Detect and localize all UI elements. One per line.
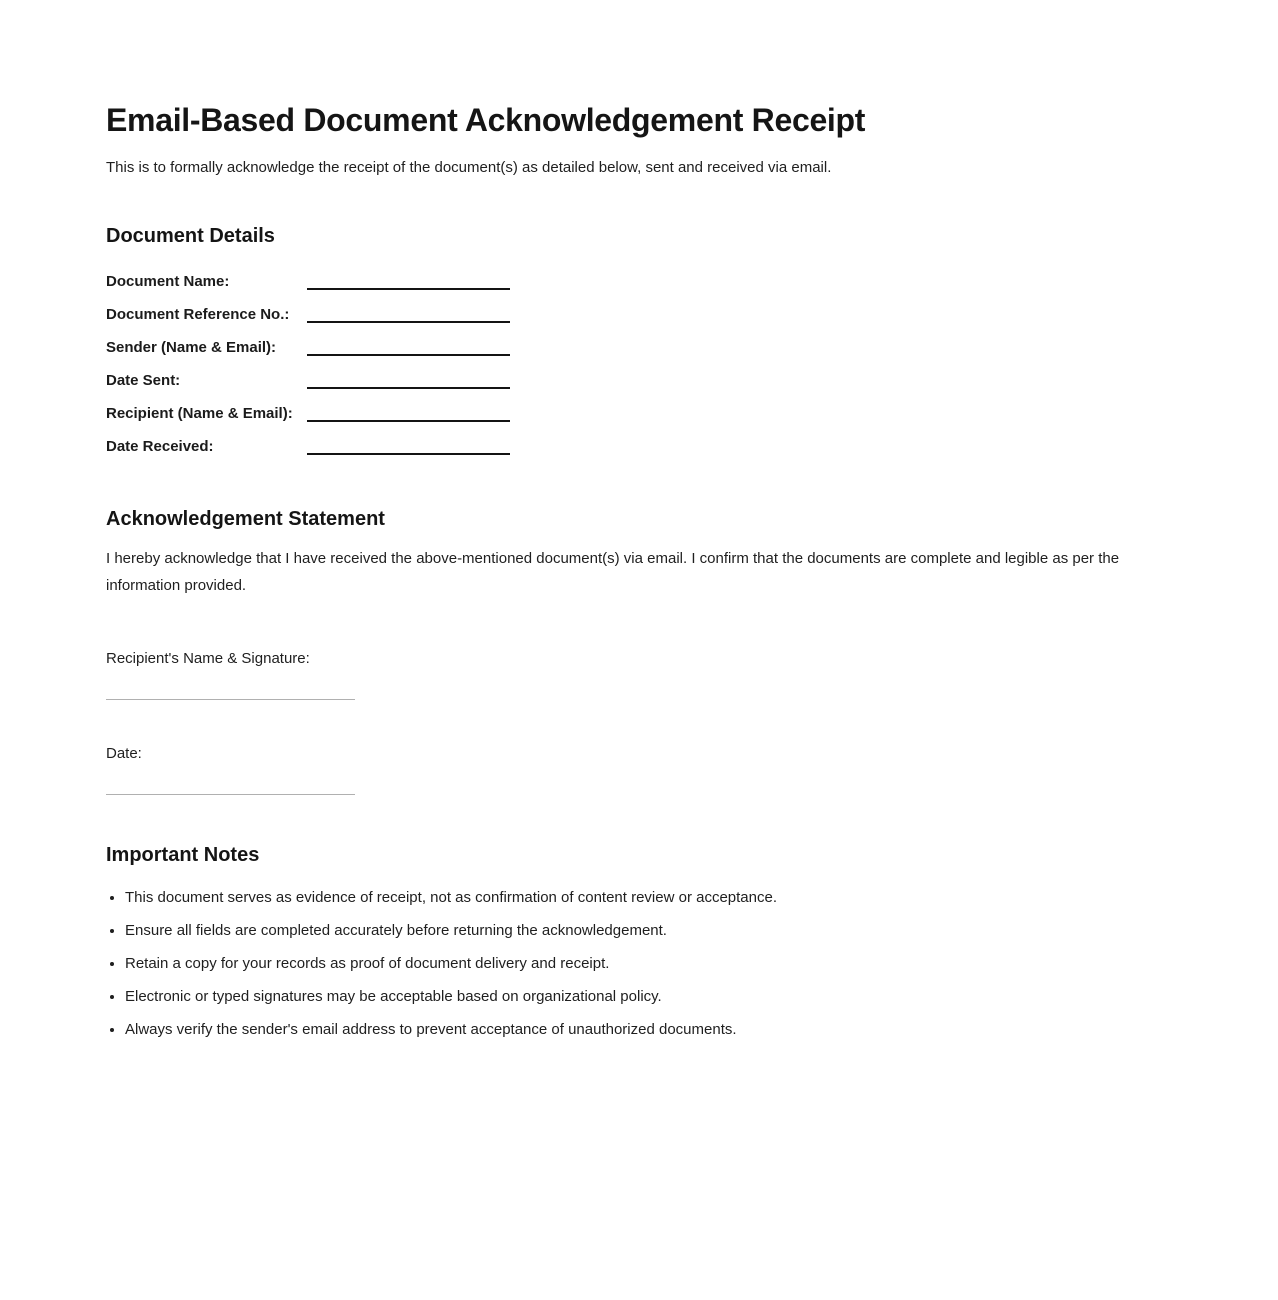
document-details-heading: Document Details [106, 225, 275, 247]
field-label: Date Sent: [106, 372, 181, 389]
signature-date-label: Date: [106, 745, 142, 762]
field-label: Recipient (Name & Email): [106, 405, 293, 422]
field-row-document-reference-no [106, 295, 1162, 328]
field-label: Date Received: [106, 438, 214, 455]
note-item: • Electronic or typed signatures may be acceptable based on organizational policy. [125, 987, 1162, 1007]
acknowledgement-statement: I hereby acknowledge that I have received the above-mentioned document(s) via email. I confirm that the documents are complete and legible as per the information provided. [106, 550, 1120, 594]
field-row-sender [106, 328, 1162, 361]
note-item: • Ensure all fields are completed accurately before returning the acknowledgement. [125, 921, 1162, 941]
page-title: Email-Based Document Acknowledgement Receipt [106, 102, 866, 138]
intro-text: This is to formally acknowledge the receipt of the document(s) as detailed below, sent and received via email. [106, 159, 832, 176]
signature-date-line[interactable] [106, 794, 355, 795]
important-notes-list [106, 888, 1162, 1040]
field-label: Document Reference No.: [106, 306, 290, 323]
field-label: Sender (Name & Email): [106, 339, 277, 356]
acknowledgement-heading: Acknowledgement Statement [106, 508, 385, 530]
signature-section [106, 649, 1162, 795]
field-row-date-sent [106, 361, 1162, 394]
acknowledgement-section [106, 506, 1162, 599]
date-sent-fill-in-line[interactable] [307, 376, 510, 389]
note-item: • Always verify the sender's email address to prevent acceptance of unauthorized documents. [125, 1020, 1162, 1040]
important-notes-section [106, 842, 1162, 1040]
field-row-recipient [106, 394, 1162, 427]
recipient-signature-label: Recipient's Name & Signature: [106, 650, 310, 667]
document-reference-no-fill-in-line[interactable] [307, 310, 510, 323]
note-item: • Retain a copy for your records as proof of document delivery and receipt. [125, 954, 1162, 974]
document-details-section [106, 223, 1162, 460]
field-row-document-name [106, 262, 1162, 295]
document-fields [106, 262, 1162, 460]
date-received-fill-in-line[interactable] [307, 442, 510, 455]
document-name-fill-in-line[interactable] [307, 277, 510, 290]
sender-fill-in-line[interactable] [307, 343, 510, 356]
recipient-fill-in-line[interactable] [307, 409, 510, 422]
important-notes-heading: Important Notes [106, 844, 260, 866]
recipient-signature-line[interactable] [106, 699, 355, 700]
field-label: Document Name: [106, 273, 230, 290]
note-item: • This document serves as evidence of receipt, not as confirmation of content review or acceptance. [125, 888, 1162, 908]
field-row-date-received [106, 427, 1162, 460]
